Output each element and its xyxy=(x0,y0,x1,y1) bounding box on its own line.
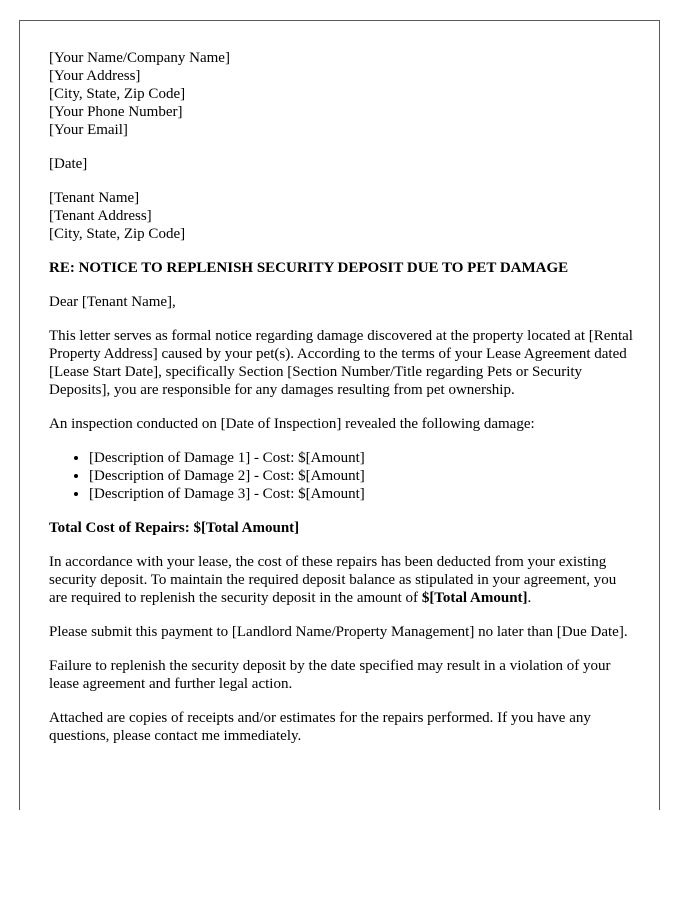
recipient-city-state-zip: [City, State, Zip Code] xyxy=(49,226,186,242)
replenish-end: . xyxy=(527,590,532,606)
replenish-amount: $[Total Amount] xyxy=(421,590,528,606)
paragraph-attachments: Attached are copies of receipts and/or estimates for the repairs performed. If you have any questions, please contact me immediately. xyxy=(49,710,591,744)
paragraph-replenish xyxy=(49,553,634,607)
total-cost: Total Cost of Repairs: $[Total Amount] xyxy=(49,520,300,536)
subject-line: RE: NOTICE TO REPLENISH SECURITY DEPOSIT DUE TO PET DAMAGE xyxy=(49,260,569,276)
replenish-text: In accordance with your lease, the cost of these repairs has been deducted from your existing security deposit. To maintain the required deposit balance as stipulated in your agreement, you are required to replenish the security deposit in the amount of xyxy=(49,554,617,606)
recipient-address: [Tenant Address] xyxy=(49,208,152,224)
damage-item-3: • [Description of Damage 3] - Cost: $[Amount] xyxy=(89,485,634,503)
date-block xyxy=(49,155,634,173)
sender-phone: [Your Phone Number] xyxy=(49,104,183,120)
sender-name: [Your Name/Company Name] xyxy=(49,50,230,66)
sender-city-state-zip: [City, State, Zip Code] xyxy=(49,86,186,102)
damage-item-2: • [Description of Damage 2] - Cost: $[Amount] xyxy=(89,467,634,485)
paragraph-notice: This letter serves as formal notice regarding damage discovered at the property located at [Rental Property Address] caused by your pet(s). According to the terms of your Lease Agreement dated [Lease Start Date], specifically Section [Section Number/Title regarding Pets or Security Deposits], you are responsible for any damages resulting from pet ownership. xyxy=(49,328,633,398)
damage-list xyxy=(49,449,634,503)
paragraph-payment: Please submit this payment to [Landlord Name/Property Management] no later than [Due Date]. xyxy=(49,624,628,640)
letter-content xyxy=(49,49,634,761)
paragraph-inspection: An inspection conducted on [Date of Inspection] revealed the following damage: xyxy=(49,416,535,432)
recipient-block xyxy=(49,189,634,243)
sender-block xyxy=(49,49,634,139)
paragraph-failure: Failure to replenish the security deposit by the date specified may result in a violation of your lease agreement and further legal action. xyxy=(49,658,611,692)
letter-page xyxy=(19,20,660,810)
damage-item-1: • [Description of Damage 1] - Cost: $[Amount] xyxy=(89,449,634,467)
sender-email: [Your Email] xyxy=(49,122,128,138)
sender-address: [Your Address] xyxy=(49,68,141,84)
recipient-name: [Tenant Name] xyxy=(49,190,140,206)
salutation: Dear [Tenant Name], xyxy=(49,294,176,310)
letter-date: [Date] xyxy=(49,156,88,172)
